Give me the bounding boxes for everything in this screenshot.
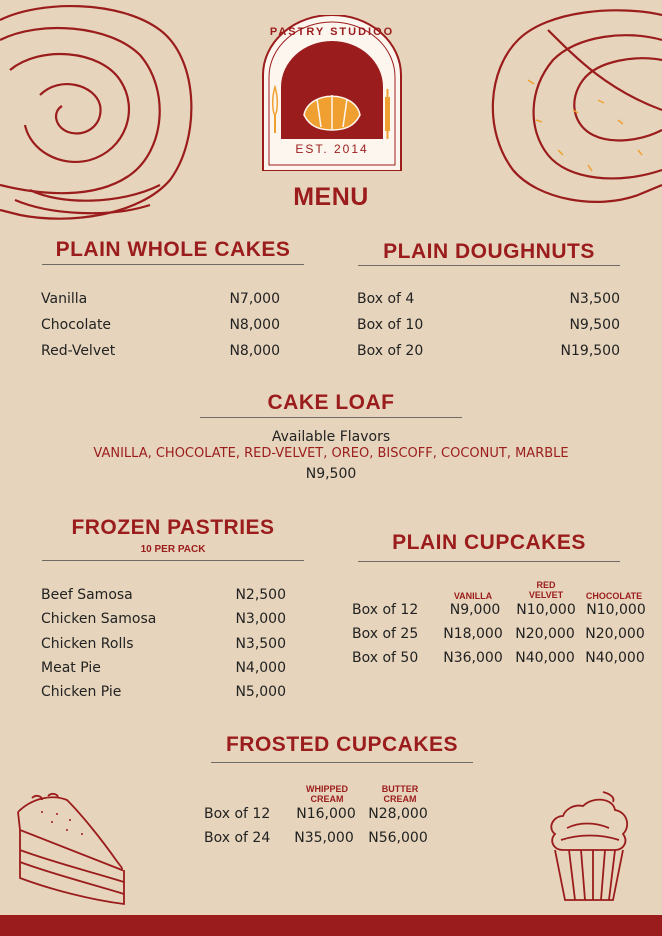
table-cell: N40,000 [585, 650, 645, 666]
item-name: Box of 10 [357, 317, 424, 333]
cake-loaf-flavors: VANILLA, CHOCOLATE, RED-VELVET, OREO, BISCOFF, COCONUT, MARBLE [93, 446, 569, 461]
table-cell: N10,000 [586, 602, 646, 618]
table-cell: N9,000 [449, 602, 501, 618]
table-cell: N28,000 [368, 806, 428, 822]
item-price: N7,000 [229, 291, 280, 307]
table-cell: N20,000 [585, 626, 645, 642]
item-price: N5,000 [235, 684, 286, 700]
cake-loaf-subtitle: Available Flavors [271, 429, 391, 445]
item-name: Chicken Samosa [41, 611, 157, 627]
item-price: N3,500 [235, 636, 286, 652]
item-price: N2,500 [235, 587, 286, 603]
item-name: Red-Velvet [41, 343, 116, 359]
item-name: Chicken Rolls [41, 636, 134, 652]
cinnamon-roll-icon [0, 0, 200, 230]
row-label: Box of 25 [352, 626, 419, 642]
row-label: Box of 12 [204, 806, 271, 822]
table-cell: N10,000 [516, 602, 576, 618]
item-name: Box of 4 [357, 291, 415, 307]
table-cell: N56,000 [368, 830, 428, 846]
table-cell: N18,000 [443, 626, 503, 642]
row-label: Box of 12 [352, 602, 419, 618]
item-price: N19,500 [560, 343, 620, 359]
cupcake-icon [543, 788, 635, 906]
logo-established: EST. 2014 [295, 142, 369, 156]
logo-brand: PASTRY STUDIOO [269, 26, 395, 38]
item-price: N3,000 [235, 611, 286, 627]
divider [358, 265, 620, 266]
divider [211, 762, 473, 763]
table-cell: N35,000 [294, 830, 354, 846]
item-name: Beef Samosa [41, 587, 133, 603]
item-price: N4,000 [235, 660, 286, 676]
column-header: VANILLA [453, 591, 493, 601]
section-heading-cake-loaf: CAKE LOAF [267, 391, 395, 414]
divider [42, 560, 304, 561]
item-name: Chicken Pie [41, 684, 122, 700]
page-title: MENU [293, 183, 369, 211]
divider [42, 264, 304, 265]
item-price: N8,000 [229, 317, 280, 333]
column-header: BUTTER CREAM [381, 784, 419, 804]
table-cell: N40,000 [515, 650, 575, 666]
cake-loaf-price: N9,500 [305, 466, 357, 482]
frozen-pastries-note: 10 PER PACK [140, 544, 206, 555]
column-header: RED VELVET [528, 580, 564, 600]
item-name: Vanilla [41, 291, 88, 307]
table-cell: N36,000 [443, 650, 503, 666]
item-name: Box of 20 [357, 343, 424, 359]
column-header: CHOCOLATE [585, 591, 643, 601]
section-heading-plain-cupcakes: PLAIN CUPCAKES [392, 531, 586, 554]
footer-bar [0, 915, 662, 936]
cake-slice-icon [12, 790, 130, 908]
item-price: N3,500 [569, 291, 620, 307]
section-heading-plain-whole-cakes: PLAIN WHOLE CAKES [55, 238, 291, 261]
row-label: Box of 24 [204, 830, 271, 846]
column-header: WHIPPED CREAM [305, 784, 348, 804]
pretzel-icon [488, 0, 662, 215]
section-heading-plain-doughnuts: PLAIN DOUGHNUTS [383, 240, 595, 263]
item-name: Meat Pie [41, 660, 101, 676]
table-cell: N16,000 [296, 806, 356, 822]
section-heading-frozen-pastries: FROZEN PASTRIES [71, 516, 275, 539]
item-name: Chocolate [41, 317, 112, 333]
table-cell: N20,000 [515, 626, 575, 642]
item-price: N9,500 [569, 317, 620, 333]
logo [259, 15, 405, 171]
row-label: Box of 50 [352, 650, 419, 666]
item-price: N8,000 [229, 343, 280, 359]
divider [200, 417, 462, 418]
section-heading-frosted-cupcakes: FROSTED CUPCAKES [225, 733, 459, 756]
divider [358, 561, 620, 562]
